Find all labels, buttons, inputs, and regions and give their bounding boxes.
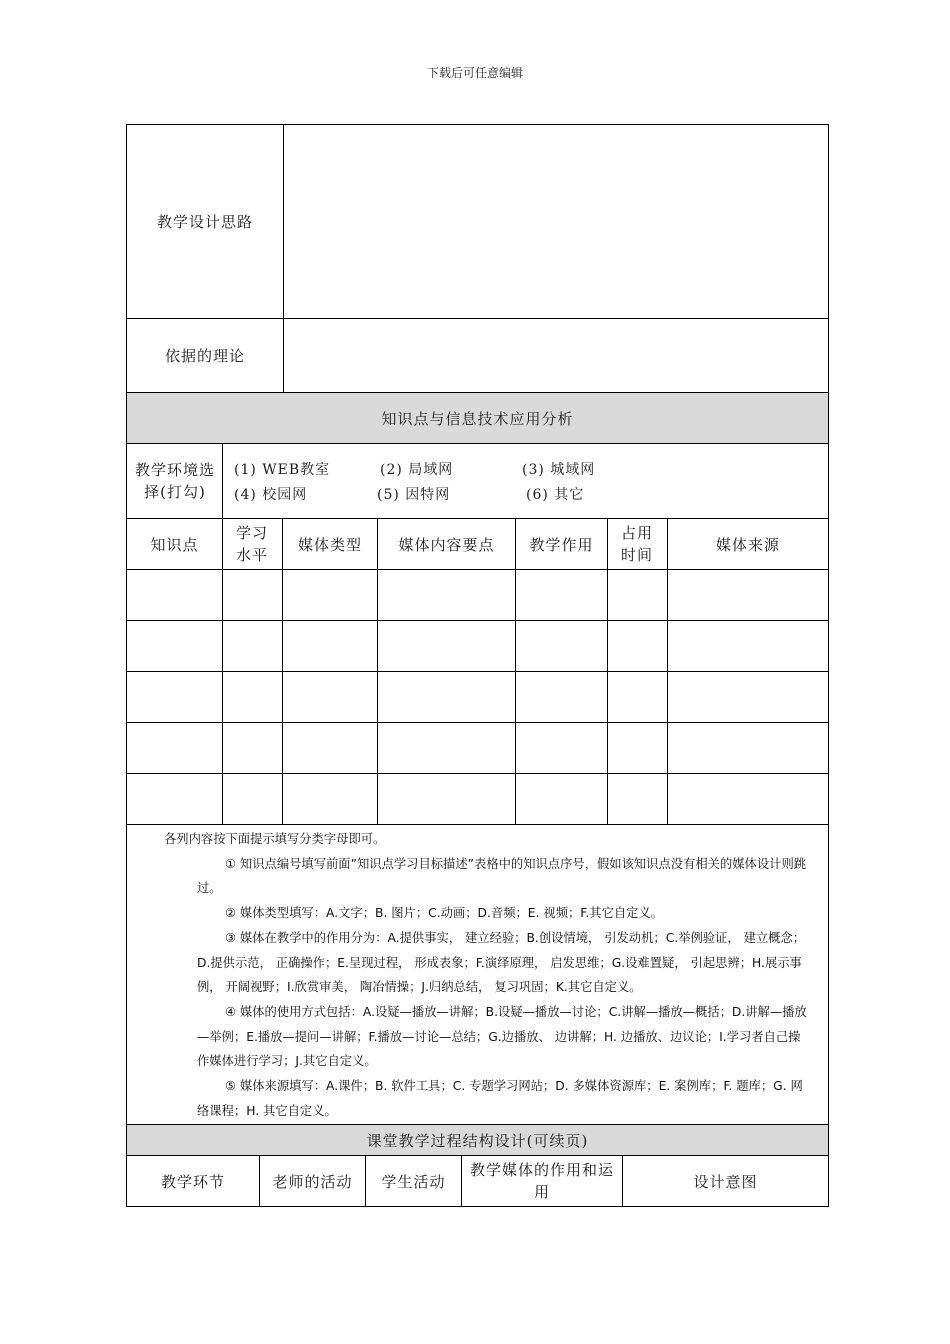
table-cell[interactable] [127,570,222,620]
table-cell[interactable] [223,570,282,620]
analysis-title: 知识点与信息技术应用分析 [381,409,574,428]
col-media-source: 媒体来源 [715,535,780,554]
table-cell[interactable] [516,672,607,722]
table-cell[interactable] [378,621,515,671]
env-option-lan[interactable]: (2) 局域网 [380,462,454,478]
table-cell[interactable] [378,570,515,620]
process-col-intent: 设计意图 [693,1172,758,1191]
table-cell[interactable] [608,621,667,671]
note-item-2: ② 媒体类型填写：A.文字；B. 图片；C.动画；D.音频；E. 视频；F.其它自定义。 [225,906,664,921]
theory-label: 依据的理论 [164,347,245,365]
table-cell[interactable] [516,774,607,824]
design-thinking-field[interactable] [284,125,828,318]
col-media-content: 媒体内容要点 [398,535,495,554]
env-option-other[interactable]: (6) 其它 [526,487,585,503]
table-cell[interactable] [127,774,222,824]
env-option-man[interactable]: (3) 城域网 [522,462,596,478]
design-thinking-label: 教学设计思路 [156,213,253,231]
table-cell[interactable] [283,774,377,824]
table-cell[interactable] [283,621,377,671]
table-cell[interactable] [516,621,607,671]
table-cell[interactable] [283,570,377,620]
table-cell[interactable] [223,672,282,722]
table-cell[interactable] [668,570,828,620]
col-knowledge-point: 知识点 [150,535,199,554]
env-option-web[interactable]: (1) WEB教室 [234,462,331,478]
table-cell[interactable] [608,672,667,722]
theory-field[interactable] [284,319,828,392]
page-header: 下载后可任意编辑 [426,66,523,80]
table-cell[interactable] [668,621,828,671]
process-title: 课堂教学过程结构设计(可续页) [366,1131,589,1150]
env-label: 教学环境选择(打勾) [135,461,216,501]
table-cell[interactable] [608,774,667,824]
col-time-used: 占用时间 [620,524,653,564]
notes-intro: 各列内容按下面提示填写分类字母即可。 [164,832,386,846]
table-cell[interactable] [127,723,222,773]
process-col-student: 学生活动 [381,1172,446,1191]
table-cell[interactable] [283,723,377,773]
table-cell[interactable] [378,723,515,773]
fill-instructions [127,827,827,1123]
env-option-internet[interactable]: (5) 因特网 [377,487,451,503]
process-col-stage: 教学环节 [160,1172,225,1191]
table-cell[interactable] [516,570,607,620]
table-cell[interactable] [223,774,282,824]
table-cell[interactable] [283,672,377,722]
col-media-type: 媒体类型 [297,535,362,554]
col-teaching-role: 教学作用 [529,535,594,554]
table-cell[interactable] [668,774,828,824]
note-item-4: ④ 媒体的使用方式包括：A.设疑—播放—讲解；B.设疑—播放—讨论；C.讲解—播放—概括；D.讲解—播放—举例；E.播放—提问—讲解；F.播放—讨论—总结；G.边播放、 边讲解；H. 边播放、边议论；I.学习者自己操作媒体进行学习；J.其它自定义。 [197,1004,807,1069]
table-cell[interactable] [223,723,282,773]
note-item-5: ⑤ 媒体来源填写：A.课件；B. 软件工具；C. 专题学习网站；D. 多媒体资源库；E. 案例库；F. 题库；G. 网络课程；H. 其它自定义。 [197,1079,803,1118]
table-cell[interactable] [668,672,828,722]
process-col-teacher: 老师的活动 [272,1172,353,1191]
table-cell[interactable] [378,774,515,824]
note-item-3: ③ 媒体在教学中的作用分为：A.提供事实， 建立经验；B.创设情境， 引发动机；C.举例验证， 建立概念；D.提供示范， 正确操作；E.呈现过程， 形成表象；F.演绎原理， 启发思维；G.设难置疑， 引起思辨；H.展示事例， 开阔视野；I.欣赏审美， 陶冶情操；J.归纳总结， 复习巩固；K.其它自定义。 [197,930,806,995]
table-cell[interactable] [668,723,828,773]
process-col-media: 教学媒体的作用和运用 [470,1161,615,1201]
env-option-campus[interactable]: (4) 校园网 [234,487,308,503]
table-cell[interactable] [608,570,667,620]
table-cell[interactable] [378,672,515,722]
table-cell[interactable] [608,723,667,773]
table-cell[interactable] [516,723,607,773]
table-cell[interactable] [127,621,222,671]
table-cell[interactable] [127,672,222,722]
table-cell[interactable] [223,621,282,671]
note-item-1: ① 知识点编号填写前面”知识点学习目标描述”表格中的知识点序号，假如该知识点没有相关的媒体设计则跳过。 [197,856,807,896]
col-learning-level: 学习水平 [235,524,268,564]
